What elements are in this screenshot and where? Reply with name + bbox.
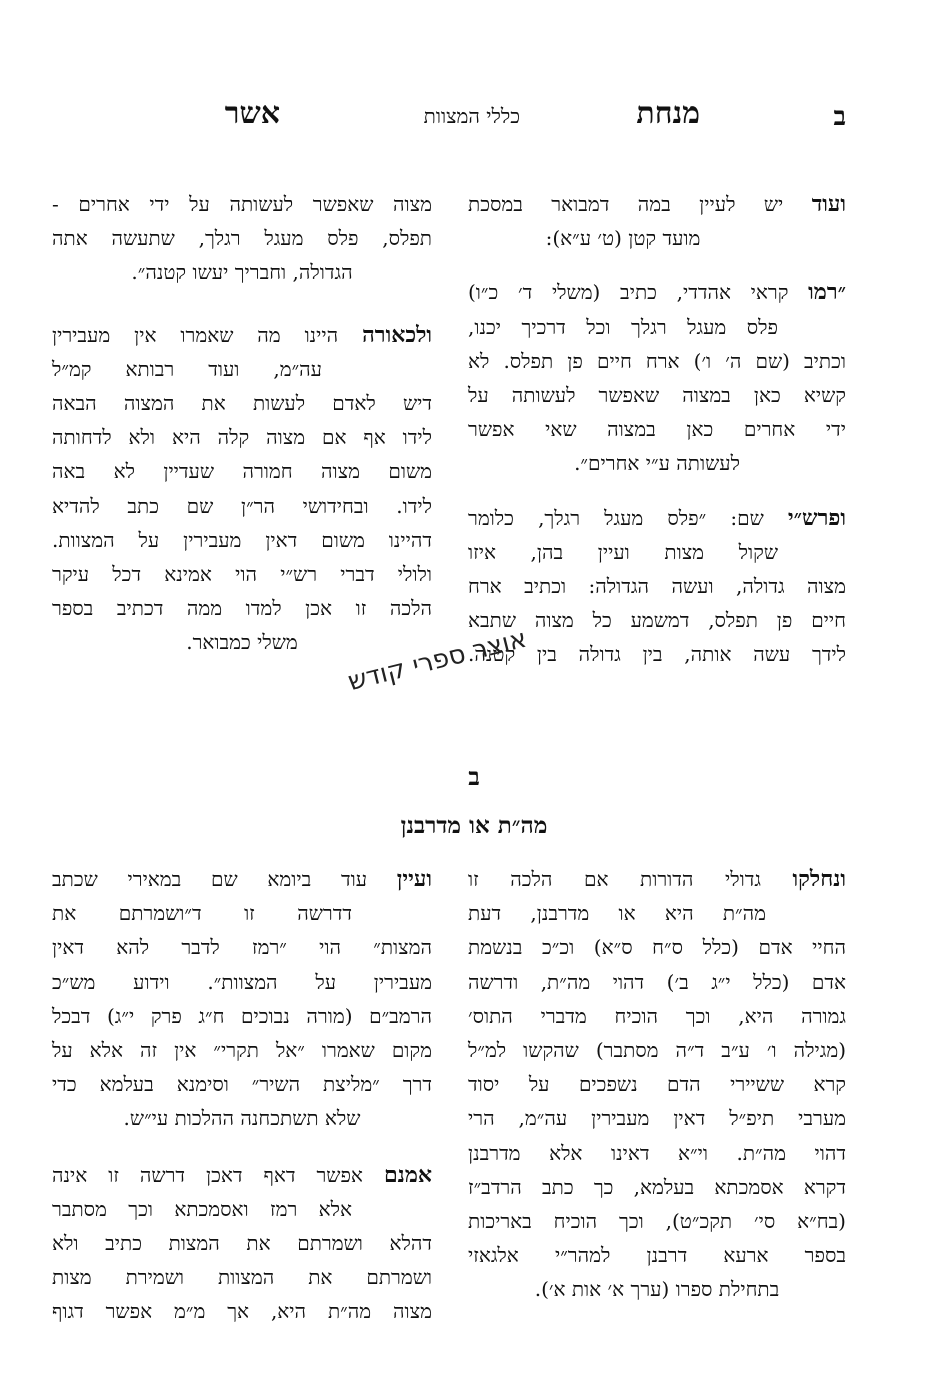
text-line: בספר ארעא דרבנן למהר״י אלגאזי bbox=[468, 1243, 846, 1268]
text-line: הרמב״ם (מורה נבוכים ח״ג פרק י״ג) דבכל bbox=[52, 1003, 432, 1028]
text-line: (מגילה ו׳ ע״ב ד״ה מסתבר) שהקשו למ״ל bbox=[468, 1037, 846, 1062]
text-line: וכתיב (שם ה׳ ו׳) ארח חיים פן תפלס. לא bbox=[468, 348, 846, 373]
text-line: גמורה היא, וכך הוכיח מדברי התוס׳ bbox=[468, 1003, 846, 1028]
text-line: אדם (כלל י״ג ב׳) דהוי מה״ת, ודרשה bbox=[468, 969, 846, 994]
paragraph-lead-word: ונחלקו bbox=[792, 866, 847, 892]
library-watermark: אוצר ספרי קודש bbox=[345, 623, 530, 698]
paragraph-veayen bbox=[52, 862, 432, 1136]
paragraph-venechleku bbox=[468, 862, 846, 1306]
text-line: קרא ששיירי הדם נשפכים על יסוד bbox=[468, 1072, 846, 1097]
text-line: מקום שאמרו ״אל תקרי״ אין זה אלא על bbox=[52, 1037, 432, 1062]
paragraph-lead-word: ועיין bbox=[396, 866, 433, 892]
text-line: קראי אהדדי, כתיב (משלי ד׳ כ״ו) bbox=[468, 280, 789, 305]
text-line: עה״מ, ועוד רבותא קמ״ל bbox=[52, 356, 322, 381]
book-title-first-word: מנחת bbox=[636, 96, 700, 131]
text-line: הלכה זו אכן למדו ממה דכתיב בספר bbox=[52, 596, 432, 621]
text-line: משלי כמבואר. bbox=[186, 630, 298, 655]
text-line: דרך ״מליצת השיר״ וסימנא בעלמא כדי bbox=[52, 1072, 432, 1097]
text-line: לידו. ובחידושי הר״ן שם כתב להדיא bbox=[52, 493, 432, 518]
text-line: מערבי תיפ״ל דאין מעבירין עה״מ, הרי bbox=[468, 1106, 846, 1131]
text-line: משום מצוה חמורה שעדיין לא באה bbox=[52, 459, 432, 484]
text-line: הגדולה, וחבריך יעשו קטנה״. bbox=[131, 260, 353, 285]
paragraph-amnam bbox=[52, 1158, 432, 1329]
paragraph-continuation bbox=[52, 187, 432, 290]
paragraph-lead-word: ולכאורה bbox=[362, 321, 432, 348]
text-line: תפלס, פלס מעגל רגלך, שתעשה אתה bbox=[52, 226, 432, 251]
book-title-second-word: אשר bbox=[224, 96, 280, 131]
text-line: לידו אף אם מצוה קלה היא ולא לדחותה bbox=[52, 425, 432, 450]
text-line: קשיא כאן במצוה שאפשר לעשותה על bbox=[468, 382, 846, 407]
bottom-right-column bbox=[468, 862, 846, 1324]
page-number: ב bbox=[833, 102, 846, 132]
text-line: ידי אחרים כאן במצוה שאי אפשר bbox=[468, 417, 846, 442]
text-line: (בח״א סי׳ תקכ״ט), וכך הוכיח באריכות bbox=[468, 1208, 846, 1233]
text-line: אלא רמז ואסמכתא וכך מסתבר bbox=[52, 1196, 352, 1221]
text-line: לידך עשה אותה, בין גדולה בין קטנה. bbox=[468, 642, 846, 667]
text-line: דהיינו משום דאין מעבירין על המצוות. bbox=[52, 527, 432, 552]
text-line: מעבירין על המצוות״. וידוע מש״כ bbox=[52, 969, 432, 994]
text-line: בתחילת ספרו (ערך א׳ אות א׳). bbox=[534, 1277, 780, 1302]
text-line: גדולי הדורות אם הלכה זו bbox=[468, 867, 761, 891]
bottom-left-column bbox=[52, 862, 432, 1346]
text-line: דקרא אסמכתא בעלמא, כך כתב הרדב״ז bbox=[468, 1174, 846, 1199]
paragraph-velichora bbox=[52, 318, 432, 660]
text-line: דהלא ושמרתם את המצות כתיב ולא bbox=[52, 1230, 432, 1255]
text-line: ושמרתם את המצוות ושמירת מצות bbox=[52, 1265, 432, 1290]
running-head: כללי המצוות bbox=[423, 104, 520, 128]
paragraph-remez bbox=[468, 275, 846, 480]
section-number: ב bbox=[468, 762, 480, 791]
text-line: דהוי מה״ת. וי״א דאינו אלא מדרבנן bbox=[468, 1140, 846, 1165]
text-line: מצוה שאפשר לעשותה על ידי אחרים - bbox=[52, 192, 432, 216]
text-line: דיש לאדם לעשות את המצוה הבאה bbox=[52, 390, 432, 415]
text-line: חיים פן תפלס, דמשמע כל מצוה שתבא bbox=[468, 608, 846, 633]
top-right-column bbox=[468, 187, 846, 689]
text-line: שם: ״פלס מעגל רגלך, כלומר bbox=[468, 505, 764, 530]
page-header bbox=[0, 96, 948, 140]
text-line: ולולי דברי רש״י הוי אמינא דכל עיקר bbox=[52, 561, 432, 586]
text-line: עוד ביומא שם במאירי שכתב bbox=[52, 867, 368, 891]
text-line: החיי אדם (כלל ס״ח ס״א) וכ״כ בנשמת bbox=[468, 935, 846, 960]
text-line: היינו מה שאמרו אין מעבירין bbox=[52, 322, 339, 347]
paragraph-veod bbox=[468, 187, 846, 255]
text-line: המצות״ הוי ״רמז לדבר להא דאין bbox=[52, 935, 432, 960]
section-title: מה״ת או מדרבנן bbox=[400, 812, 548, 839]
text-line: מצוה מה״ת היא, אך מ״מ אפשר דגוף bbox=[52, 1299, 432, 1324]
text-line: יש לעיין במה דמבואר במסכת bbox=[468, 192, 784, 216]
text-line bbox=[468, 221, 846, 255]
text-line: מה״ת היא או מדרבנן, דעת bbox=[468, 901, 766, 926]
paragraph-lead-word: אמנם bbox=[383, 1161, 432, 1188]
text-line: שקול מצות ועיין בהן, איזו bbox=[468, 539, 778, 564]
paragraph-lead-word: ועוד bbox=[811, 191, 847, 217]
text-line: פלס מעגל רגלך וכל דרכיך יכנו, bbox=[468, 314, 778, 339]
paragraph-lead-word: ״רמו bbox=[808, 279, 847, 306]
text-line: לעשותה ע״י אחרים״. bbox=[574, 451, 740, 476]
top-left-column bbox=[52, 187, 432, 677]
text-line-content: מועד קטן (ט׳ ע״א): bbox=[545, 226, 701, 251]
text-line: מצוה גדולה, ועשה הגדולה: וכתיב ארח bbox=[468, 573, 846, 598]
paragraph-lead-word: ופרש״י bbox=[787, 504, 847, 531]
text-line: אפשר דאף דאכן דרשה זו אינה bbox=[52, 1162, 363, 1187]
text-line: דדרשה זו ד״ושמרתם את bbox=[52, 901, 352, 926]
text-line: שלא תשתכחנה ההלכות עי״ש. bbox=[123, 1106, 361, 1131]
